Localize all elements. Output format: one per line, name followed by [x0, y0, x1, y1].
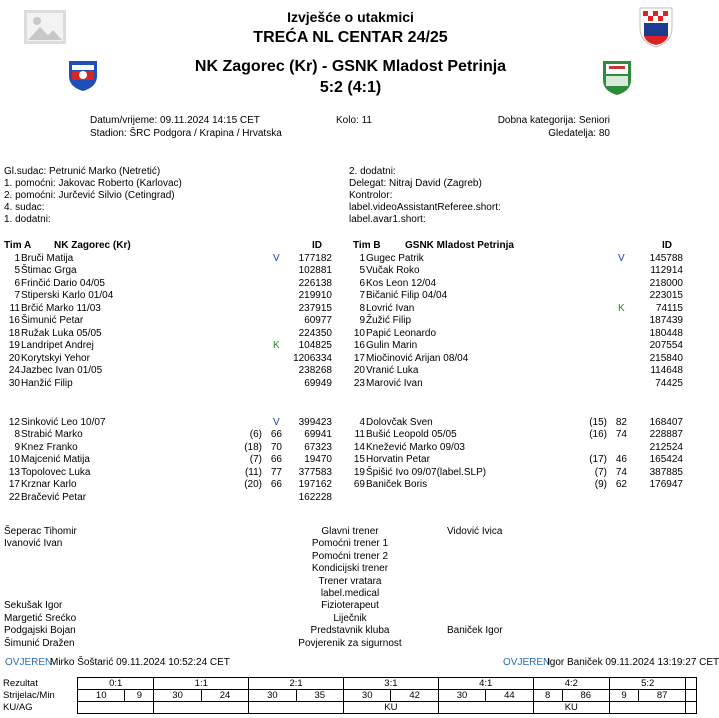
- staff-role: Pomoćni trener 2: [311, 550, 389, 562]
- staff-role: Glavni trener: [321, 526, 379, 537]
- player-row: [0, 479, 340, 491]
- verified-by-right: Igor Baniček 09.11.2024 13:19:27 CET: [547, 657, 719, 668]
- player-name: Bičanić Filip 04/04: [366, 290, 448, 302]
- official-line: 1. dodatni:: [4, 214, 51, 225]
- player-row: [0, 315, 340, 327]
- player-row: [345, 365, 685, 377]
- team-b-name: GSNK Mladost Petrinja: [405, 240, 514, 251]
- player-row: [345, 303, 685, 315]
- sub-minute: 46: [615, 454, 627, 466]
- sub-jersey: (11): [244, 466, 262, 478]
- player-id: 224350: [298, 327, 332, 339]
- result-cell: 1:1: [154, 678, 249, 690]
- player-id: 219910: [298, 290, 332, 302]
- player-id: 387885: [649, 466, 683, 478]
- player-id: 114648: [650, 365, 683, 377]
- player-number: 11: [354, 429, 365, 441]
- result-cell: 4:1: [438, 678, 533, 690]
- player-id: 228887: [649, 429, 683, 441]
- player-number: 20: [353, 365, 365, 377]
- player-number: 1: [359, 253, 365, 264]
- player-row: [0, 417, 340, 429]
- player-name: Topolovec Luka: [21, 466, 91, 478]
- player-id: 237915: [298, 302, 332, 314]
- player-row: [0, 340, 340, 352]
- player-number: 7: [359, 290, 365, 302]
- sub-jersey: (20): [244, 479, 262, 491]
- player-id: 377583: [298, 466, 332, 478]
- player-name: Majcenić Matija: [21, 454, 90, 466]
- player-name: Hanžić Filip: [21, 377, 73, 389]
- player-name: Bruči Matija: [21, 253, 74, 264]
- player-id: 207554: [649, 340, 683, 352]
- scorer-number-cell: 30: [344, 690, 391, 702]
- stadium: Stadion: ŠRC Podgora / Krapina / Hrvatska: [90, 128, 282, 139]
- player-number: 10: [8, 454, 20, 466]
- player-row: [345, 353, 685, 365]
- player-id: 74115: [655, 302, 683, 314]
- scorer-number-cell: 8: [533, 690, 562, 702]
- player-number: 23: [353, 377, 365, 389]
- player-id: 67323: [304, 441, 332, 453]
- federation-crest-icon: [636, 4, 676, 48]
- player-id: 176947: [649, 479, 683, 491]
- sub-minute: 62: [615, 479, 627, 491]
- sub-jersey: (9): [594, 479, 607, 491]
- player-row: [345, 417, 685, 429]
- player-id: 212524: [649, 441, 683, 453]
- captain-mark: K: [273, 340, 280, 352]
- scorer-minute-cell: 86: [562, 690, 609, 702]
- player-row: [0, 378, 340, 390]
- player-number: 13: [8, 466, 20, 478]
- player-number: 9: [14, 441, 20, 453]
- player-name: Jazbec Ivan 01/05: [21, 365, 103, 377]
- player-name: Frinčić Dario 04/05: [21, 277, 105, 289]
- player-name: Marović Ivan: [366, 377, 423, 389]
- staff-role: Fizioterapeut: [321, 600, 379, 612]
- player-number: 19: [8, 340, 20, 352]
- scorer-minute-cell: 42: [391, 690, 438, 702]
- player-row: [345, 340, 685, 352]
- competition-title: TREĆA NL CENTAR 24/25: [253, 29, 448, 46]
- goalkeeper-mark: V: [618, 253, 625, 264]
- match-datetime: Datum/vrijeme: 09.11.2024 14:15 CET: [90, 115, 260, 126]
- player-number: 12: [8, 417, 20, 428]
- player-id: 399423: [298, 417, 332, 428]
- goalkeeper-mark: V: [273, 253, 280, 264]
- ku-cell: [249, 702, 344, 714]
- player-row: [0, 454, 340, 466]
- player-row: [345, 328, 685, 340]
- player-name: Dolovčak Sven: [366, 417, 433, 428]
- team-b-id-header: ID: [662, 240, 672, 251]
- player-row: [0, 253, 340, 265]
- goalkeeper-mark: V: [273, 417, 280, 428]
- results-row-label: Rezultat: [3, 678, 38, 689]
- player-id: 104825: [298, 340, 332, 352]
- player-id: 218000: [649, 277, 683, 289]
- player-id: 145788: [649, 253, 683, 264]
- player-number: 9: [359, 315, 365, 327]
- player-number: 5: [14, 265, 20, 277]
- player-id: 112914: [650, 265, 683, 277]
- player-name: Horvatin Petar: [366, 454, 430, 466]
- away-club-logo: [600, 58, 634, 96]
- final-score: 5:2 (4:1): [319, 79, 382, 96]
- scorer-minute-cell: 9: [125, 690, 154, 702]
- result-cell: 4:2: [533, 678, 609, 690]
- player-name: Kos Leon 12/04: [366, 277, 437, 289]
- player-row: [0, 353, 340, 365]
- scorer-minute-cell: 87: [638, 690, 685, 702]
- report-title: Izvješće o utakmici: [287, 9, 414, 25]
- result-cell: 2:1: [249, 678, 344, 690]
- scorer-number-cell: 30: [154, 690, 201, 702]
- player-name: Ružak Luka 05/05: [21, 327, 102, 339]
- official-line: 1. pomoćni: Jakovac Roberto (Karlovac): [4, 178, 182, 189]
- age-category: Dobna kategorija: Seniori: [497, 115, 610, 126]
- player-row: [0, 467, 340, 479]
- staff-home-person: Šeperac Tihomir: [4, 526, 77, 537]
- player-number: 16: [353, 340, 365, 352]
- player-id: 238268: [298, 365, 332, 377]
- sub-jersey: (7): [249, 454, 262, 466]
- player-id: 69949: [304, 377, 332, 389]
- player-number: 10: [353, 327, 365, 339]
- player-row: [0, 429, 340, 441]
- round: Kolo: 11: [336, 115, 372, 126]
- spectators: Gledatelja: 80: [548, 128, 610, 139]
- staff-role: Povjerenik za sigurnost: [298, 637, 402, 649]
- player-number: 11: [9, 302, 20, 314]
- scorer-minute-cell: 24: [201, 690, 248, 702]
- player-number: 6: [14, 277, 20, 289]
- player-id: 197162: [298, 479, 332, 491]
- scorer-minute-cell: 35: [296, 690, 343, 702]
- scorer-number-cell: 30: [249, 690, 296, 702]
- official-line: Kontrolor:: [349, 190, 393, 201]
- player-name: Landripet Andrej: [21, 340, 94, 352]
- player-row: [345, 429, 685, 441]
- official-line: Delegat: Nitraj David (Zagreb): [349, 178, 482, 189]
- staff-role: Pomoćni trener 1: [311, 538, 389, 550]
- player-number: 24: [8, 365, 20, 377]
- player-row: [345, 467, 685, 479]
- player-number: 16: [8, 315, 20, 327]
- match-title: NK Zagorec (Kr) - GSNK Mladost Petrinja: [194, 58, 507, 75]
- player-row: [345, 378, 685, 390]
- player-name: Brčić Marko 11/03: [21, 302, 101, 314]
- player-number: 69: [353, 479, 365, 491]
- empty-cell: [686, 702, 697, 714]
- player-name: Papić Leonardo: [366, 327, 437, 339]
- sub-jersey: (7): [594, 466, 607, 478]
- player-id: 19470: [304, 454, 332, 466]
- official-line: label.videoAssistantReferee.short:: [349, 202, 501, 213]
- ku-cell: [154, 702, 249, 714]
- staff-home-person: Ivanović Ivan: [4, 538, 63, 550]
- result-cell: 3:1: [344, 678, 439, 690]
- player-name: Štimac Grga: [21, 265, 77, 277]
- player-id: 60977: [304, 315, 332, 327]
- staff-home-person: Margetić Srećko: [4, 612, 77, 624]
- sub-minute: 74: [615, 429, 627, 441]
- player-number: 8: [14, 429, 20, 441]
- player-name: Bračević Petar: [21, 491, 87, 503]
- player-name: Špišić Ivo 09/07(label.SLP): [366, 466, 487, 478]
- player-id: 74425: [655, 377, 683, 389]
- staff-home-person: Podgajski Bojan: [4, 625, 76, 637]
- sub-minute: 66: [270, 454, 282, 466]
- player-number: 1: [14, 253, 20, 264]
- staff-role: label.medical: [320, 588, 380, 599]
- player-name: Miočinović Arijan 08/04: [366, 352, 469, 364]
- player-number: 7: [14, 290, 20, 302]
- official-line: 2. pomoćni: Jurčević Silvio (Cetingrad): [4, 190, 175, 201]
- image-placeholder-icon: [24, 10, 66, 44]
- player-number: 30: [8, 377, 20, 389]
- scorer-number-cell: 30: [438, 690, 485, 702]
- player-row: [345, 265, 685, 277]
- player-id: 69941: [304, 429, 332, 441]
- sub-minute: 77: [270, 466, 282, 478]
- player-name: Bušić Leopold 05/05: [366, 429, 457, 441]
- goal-progression-table: [3, 677, 697, 714]
- verified-status-left: OVJEREN: [5, 657, 53, 668]
- player-id: 215840: [649, 352, 683, 364]
- staff-role: Predstavnik kluba: [310, 625, 390, 637]
- empty-cell: [686, 690, 697, 702]
- verified-status-right: OVJEREN: [503, 657, 551, 668]
- player-row: [345, 253, 685, 265]
- player-row: [345, 479, 685, 491]
- player-id: 102881: [298, 265, 332, 277]
- player-id: 180448: [649, 327, 683, 339]
- ku-cell: [78, 702, 154, 714]
- ku-cell: [610, 702, 686, 714]
- player-row: [0, 290, 340, 302]
- ku-cell: [438, 702, 533, 714]
- staff-role: Liječnik: [333, 612, 367, 624]
- player-id: 168407: [649, 417, 683, 428]
- empty-cell: [686, 678, 697, 690]
- home-club-logo: [66, 58, 100, 92]
- team-a-id-header: ID: [312, 240, 322, 251]
- scorer-number-cell: 10: [78, 690, 125, 702]
- player-name: Gugec Patrik: [366, 253, 424, 264]
- sub-minute: 82: [615, 417, 627, 428]
- staff-role: Kondicijski trener: [311, 563, 389, 575]
- sub-jersey: (18): [244, 441, 262, 453]
- player-name: Strabić Marko: [21, 429, 83, 441]
- player-id: 162228: [298, 491, 332, 503]
- player-name: Šimunić Petar: [21, 315, 84, 327]
- staff-home-person: Šimunić Dražen: [4, 637, 75, 649]
- sub-jersey: (17): [589, 454, 607, 466]
- player-number: 19: [353, 466, 365, 478]
- player-name: Žužić Filip: [366, 315, 412, 327]
- player-id: 226138: [298, 277, 332, 289]
- sub-jersey: (15): [589, 417, 607, 428]
- sub-minute: 66: [270, 429, 282, 441]
- player-id: 177182: [298, 253, 332, 264]
- ku-cell: KU: [533, 702, 609, 714]
- scorer-minute-cell: 44: [486, 690, 533, 702]
- sub-minute: 70: [270, 441, 282, 453]
- official-line: label.avar1.short:: [349, 214, 426, 225]
- player-number: 15: [353, 454, 365, 466]
- player-row: [345, 454, 685, 466]
- player-number: 20: [8, 352, 20, 364]
- player-row: [0, 328, 340, 340]
- player-name: Sinković Leo 10/07: [21, 417, 106, 428]
- player-row: [345, 442, 685, 454]
- player-name: Gulin Marin: [366, 340, 418, 352]
- player-row: [345, 290, 685, 302]
- scorers-row-label: Strijelac/Min: [3, 690, 55, 701]
- player-name: Stiperski Karlo 01/04: [21, 290, 114, 302]
- team-a-label: Tim A: [4, 240, 32, 251]
- player-number: 6: [359, 277, 365, 289]
- player-id: 1206334: [293, 352, 332, 364]
- official-line: 4. sudac:: [4, 202, 45, 213]
- staff-away-person: Vidović Ivica: [447, 526, 503, 537]
- ku-row-label: KU/AG: [3, 702, 33, 713]
- player-name: Knežević Marko 09/03: [366, 441, 465, 453]
- player-name: Krznar Karlo: [21, 479, 77, 491]
- player-number: 17: [353, 352, 365, 364]
- player-row: [345, 278, 685, 290]
- scorer-number-cell: 9: [610, 690, 639, 702]
- player-name: Lovrić Ivan: [366, 302, 415, 314]
- sub-minute: 74: [615, 466, 627, 478]
- player-number: 18: [8, 327, 20, 339]
- verified-by-left: Mirko Šoštarić 09.11.2024 10:52:24 CET: [50, 657, 230, 668]
- player-number: 22: [8, 491, 20, 503]
- player-id: 187439: [649, 315, 683, 327]
- player-name: Korytskyi Yehor: [21, 352, 90, 364]
- player-row: [0, 492, 340, 504]
- sub-jersey: (16): [589, 429, 607, 441]
- player-number: 14: [353, 441, 365, 453]
- result-cell: 0:1: [78, 678, 154, 690]
- captain-mark: K: [618, 302, 625, 314]
- team-a-name: NK Zagorec (Kr): [54, 240, 131, 251]
- staff-home-person: Sekušak Igor: [4, 600, 63, 612]
- staff-role: Trener vratara: [318, 575, 382, 587]
- sub-minute: 66: [270, 479, 282, 491]
- player-row: [0, 442, 340, 454]
- player-number: 17: [8, 479, 20, 491]
- player-name: Knez Franko: [21, 441, 78, 453]
- player-name: Vranić Luka: [366, 365, 419, 377]
- player-number: 4: [359, 417, 365, 428]
- player-row: [0, 365, 340, 377]
- player-row: [0, 265, 340, 277]
- official-line: 2. dodatni:: [349, 166, 396, 177]
- result-cell: 5:2: [610, 678, 686, 690]
- official-line: Gl.sudac: Petrunić Marko (Netretić): [4, 166, 161, 177]
- team-b-label: Tim B: [353, 240, 381, 251]
- ku-cell: KU: [344, 702, 439, 714]
- player-number: 8: [359, 302, 365, 314]
- player-row: [0, 303, 340, 315]
- player-name: Vučak Roko: [366, 265, 420, 277]
- player-id: 165424: [649, 454, 683, 466]
- player-row: [345, 315, 685, 327]
- player-id: 223015: [649, 290, 683, 302]
- player-row: [0, 278, 340, 290]
- sub-jersey: (6): [249, 429, 262, 441]
- player-number: 5: [359, 265, 365, 277]
- staff-away-person: Baniček Igor: [447, 625, 503, 637]
- player-name: Baniček Boris: [366, 479, 428, 491]
